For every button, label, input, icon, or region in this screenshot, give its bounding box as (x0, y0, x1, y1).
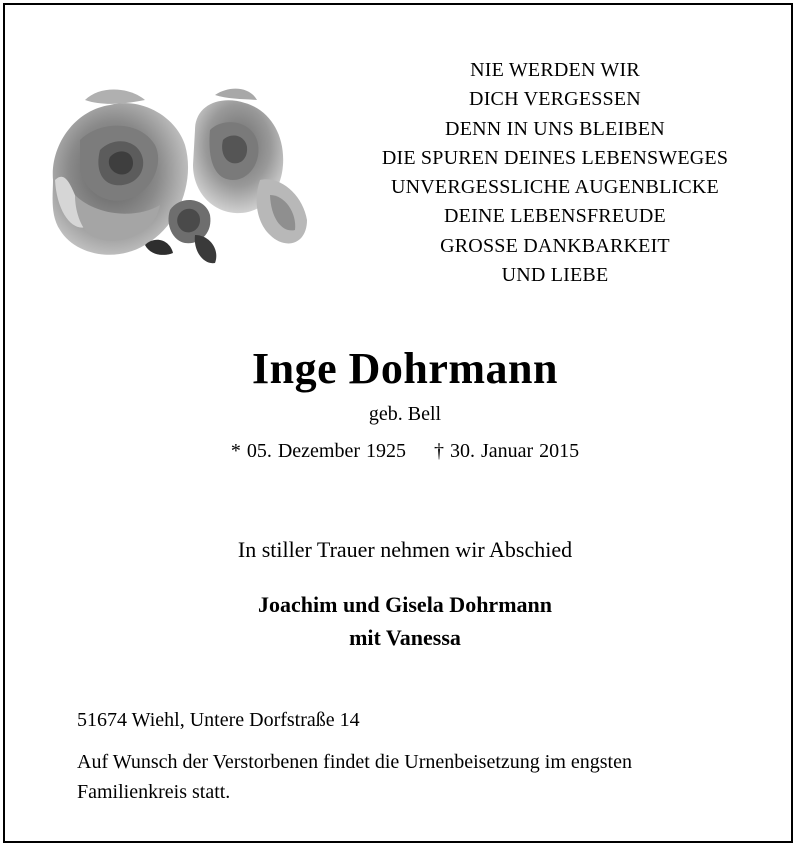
address: 51674 Wiehl, Untere Dorfstraße 14 (77, 709, 360, 731)
poem-line: DIE SPUREN DEINES LEBENSWEGES (381, 146, 729, 169)
poem-line: UND LIEBE (501, 264, 609, 287)
deceased-name: Inge Dohrmann (252, 344, 558, 393)
burial-note: Auf Wunsch der Verstorbenen findet die Urnenbeisetzung im engsten Familienkreis statt. (77, 751, 632, 803)
poem-line: NIE WERDEN WIR (470, 59, 640, 81)
family-line: Joachim und Gisela Dohrmann (258, 592, 552, 617)
memorial-poem (350, 56, 760, 290)
family-line: mit Vanessa (349, 625, 461, 650)
obituary-frame (3, 3, 793, 843)
poem-line: DEINE LEBENSFREUDE (444, 205, 666, 228)
death-date: † 30. Januar 2015 (433, 440, 580, 462)
maiden-name: geb. Bell (368, 403, 442, 425)
poem-line: DICH VERGESSEN (469, 88, 641, 111)
poem-line: GROSSE DANKBARKEIT (440, 234, 670, 257)
mourning-line: In stiller Trauer nehmen wir Abschied (237, 537, 573, 562)
family-signature (5, 588, 800, 654)
birth-date: * 05. Dezember 1925 (230, 440, 406, 462)
life-dates (5, 440, 800, 463)
poem-line: UNVERGESSLICHE AUGENBLICKE (391, 176, 719, 199)
roses-image (45, 85, 310, 270)
poem-line: DENN IN UNS BLEIBEN (445, 117, 665, 140)
